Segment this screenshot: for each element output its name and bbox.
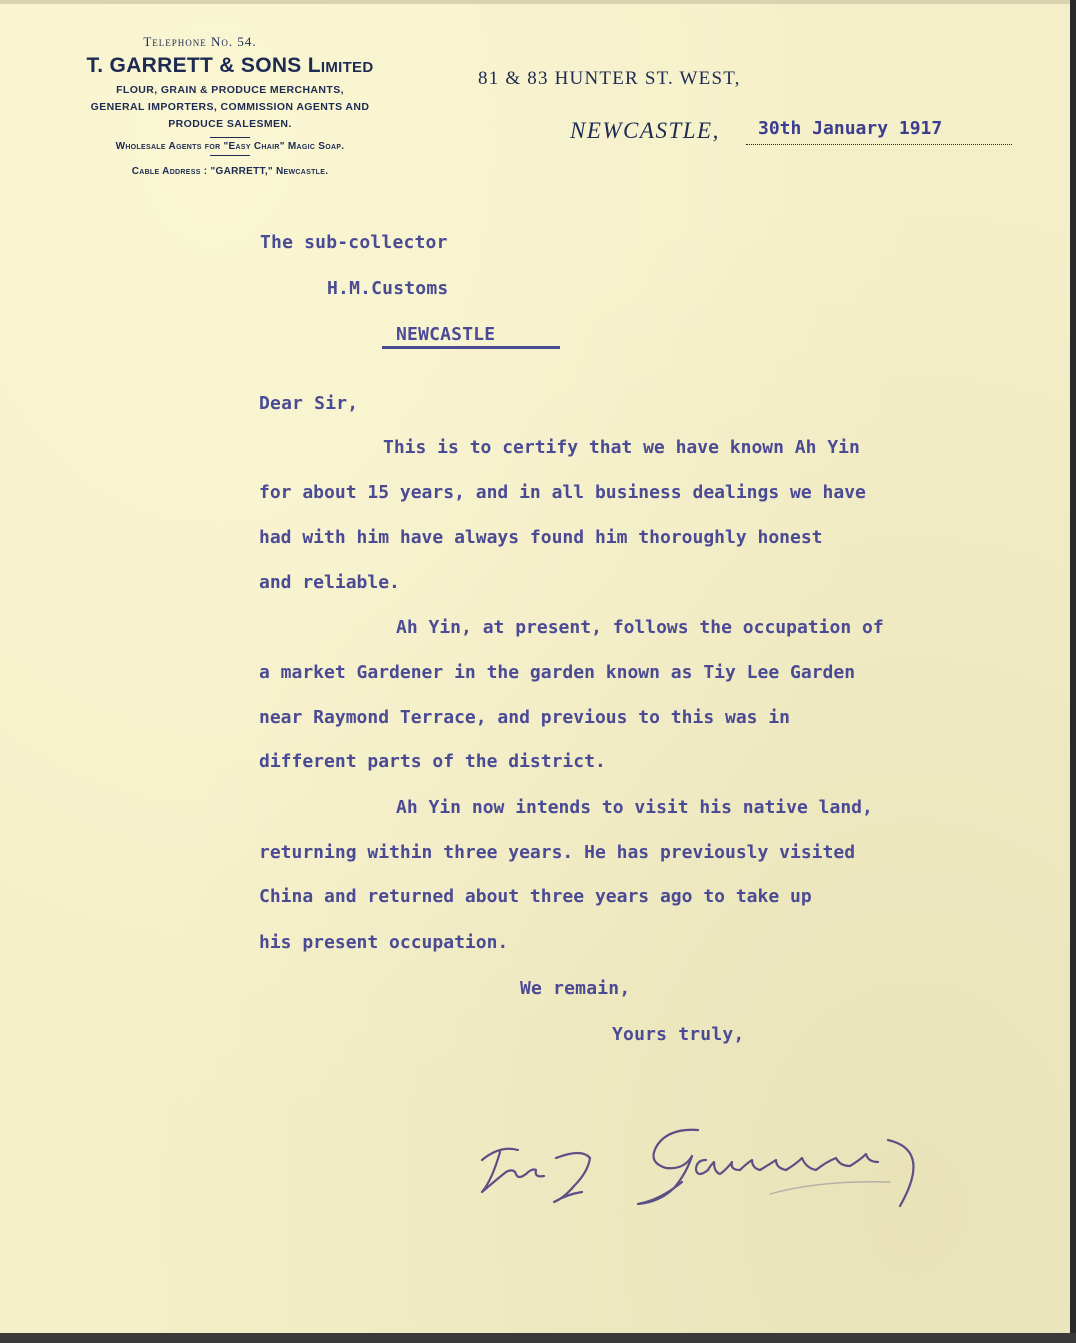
body-line-4: and reliable. (259, 572, 400, 593)
body-line-6: a market Gardener in the garden known as Tiy Lee Garden (259, 662, 856, 683)
body-line-2: for about 15 years, and in all business dealings we have (259, 482, 866, 503)
body-line-5: Ah Yin, at present, follows the occupation of (396, 617, 884, 638)
body-line-1: This is to certify that we have known Ah Yin (383, 437, 860, 458)
letterhead-agents: Wholesale Agents for "Easy Chair" Magic Soap. (115, 141, 345, 152)
letterhead-rule-2 (210, 155, 250, 156)
top-edge (0, 0, 1076, 4)
bottom-edge (0, 1333, 1076, 1343)
body-line-11: China and returned about three years ago to take up (259, 886, 812, 907)
street-address: 81 & 83 HUNTER ST. WEST, (478, 68, 741, 89)
letterhead-cable: Cable Address : "GARRETT," Newcastle. (131, 166, 329, 177)
date-field (746, 118, 1012, 145)
letterhead (30, 34, 430, 177)
date-value: 30th January 1917 (758, 118, 943, 139)
letterhead-line1: FLOUR, GRAIN & PRODUCE MERCHANTS, (116, 84, 344, 96)
letterhead-rule-1 (210, 137, 250, 138)
handwritten-signature (470, 1110, 950, 1230)
recipient-line-2: H.M.Customs (327, 278, 449, 299)
letterhead-company: T. GARRETT & SONS Limited (86, 54, 374, 77)
body-line-9: Ah Yin now intends to visit his native land, (396, 797, 873, 818)
city: NEWCASTLE, (570, 118, 720, 143)
recipient-line-1: The sub-collector (260, 232, 448, 253)
recipient-line-3: NEWCASTLE (396, 324, 496, 345)
closing-yours-truly: Yours truly, (612, 1024, 745, 1045)
letterhead-telephone: Telephone No. 54. (143, 34, 257, 49)
letterhead-line2: GENERAL IMPORTERS, COMMISSION AGENTS AND (90, 101, 370, 113)
body-line-12: his present occupation. (259, 932, 509, 953)
salutation: Dear Sir, (259, 393, 359, 414)
closing-remain: We remain, (520, 978, 631, 999)
body-line-10: returning within three years. He has previously visited (259, 842, 856, 863)
letterhead-line3: PRODUCE SALESMEN. (168, 118, 292, 130)
body-line-8: different parts of the district. (259, 751, 606, 772)
recipient-underline (382, 346, 560, 349)
body-line-7: near Raymond Terrace, and previous to this was in (259, 707, 791, 728)
right-edge (1070, 0, 1076, 1343)
body-line-3: had with him have always found him thoroughly honest (259, 527, 823, 548)
